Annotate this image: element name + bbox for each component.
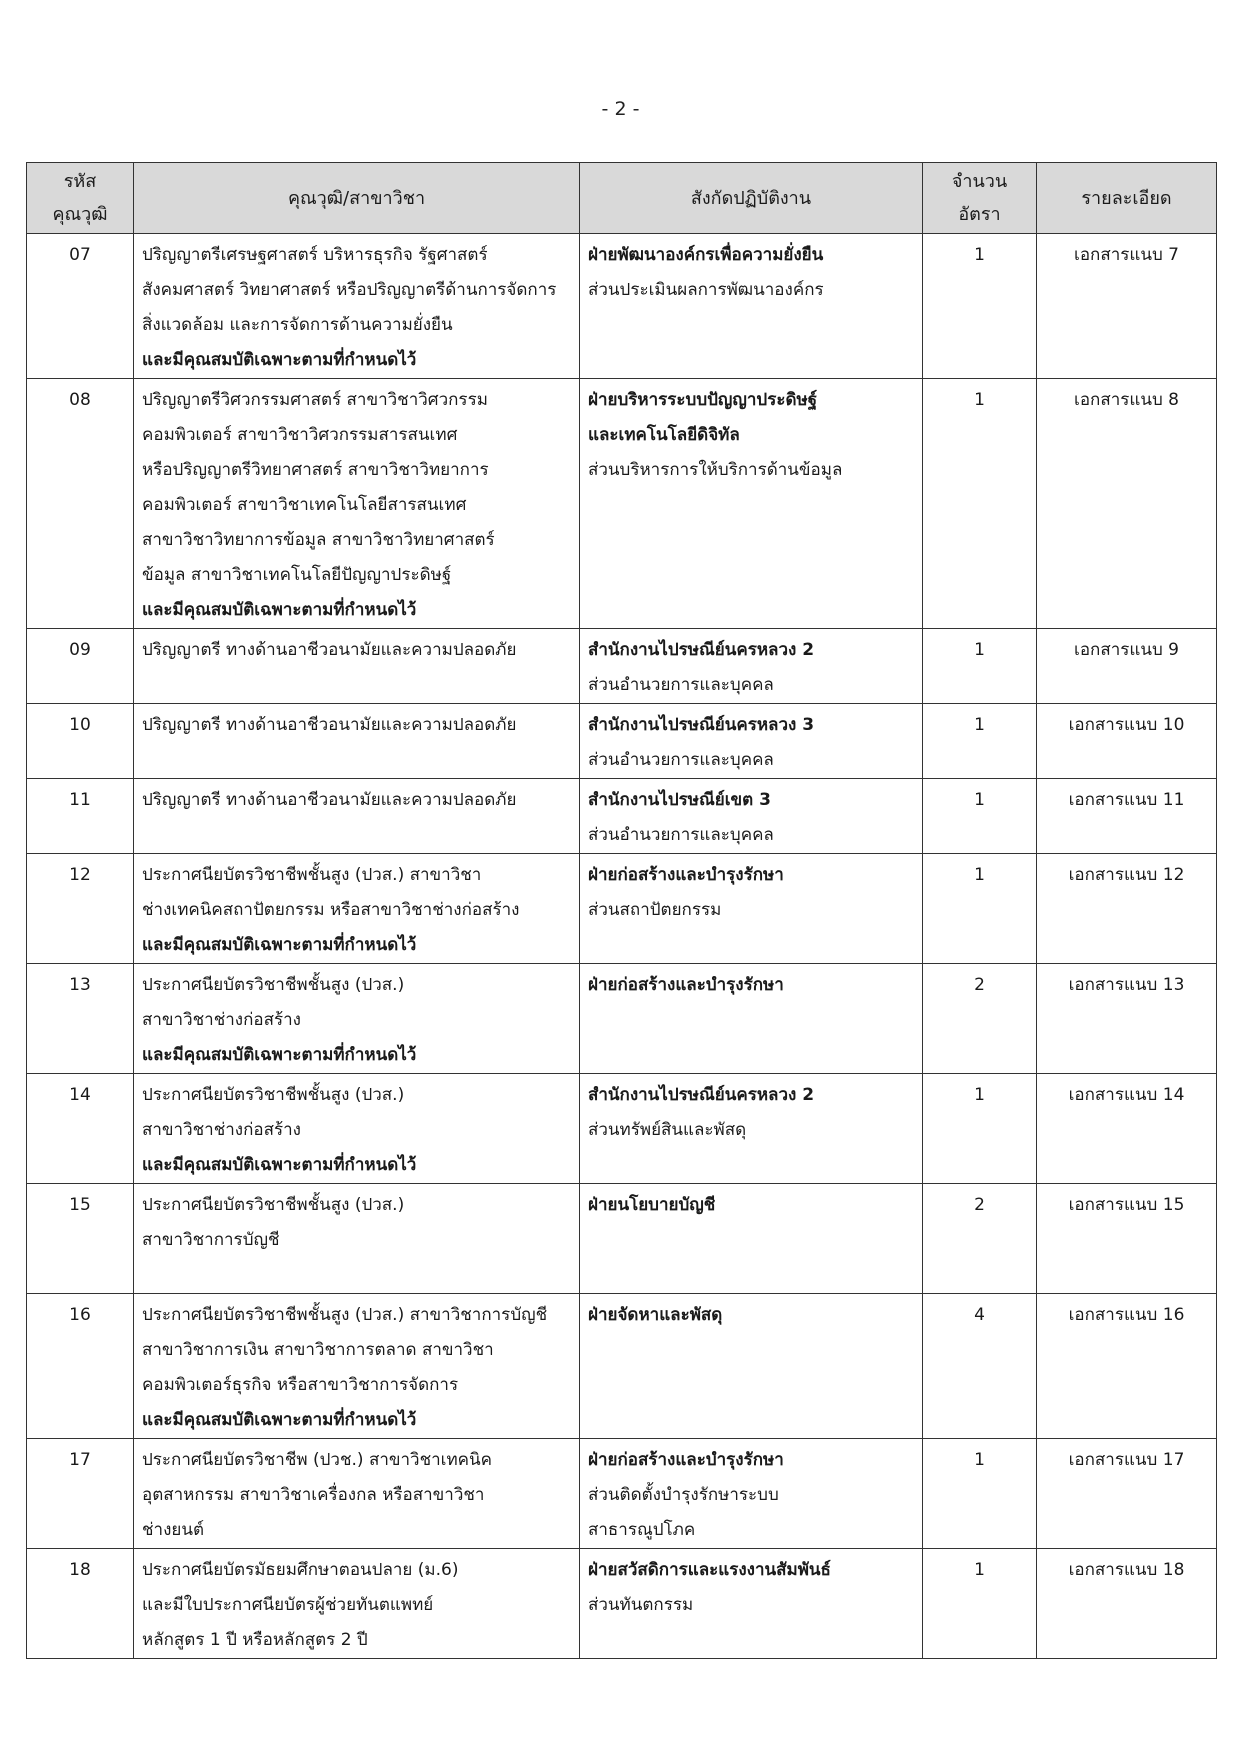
unit-section: ส่วนอำนวยการและบุคคล	[588, 825, 774, 845]
details-attachment: เอกสารแนบ 10	[1037, 704, 1217, 779]
qualification-line: ข้อมูล สาขาวิชาเทคโนโลยีปัญญาประดิษฐ์	[142, 565, 452, 585]
qualification-line: คอมพิวเตอร์ สาขาวิชาเทคโนโลยีสารสนเทศ	[142, 495, 467, 515]
details-attachment: เอกสารแนบ 17	[1037, 1439, 1217, 1549]
qualification-code: 14	[27, 1074, 134, 1184]
qualification-code: 16	[27, 1294, 134, 1439]
unit-cell	[580, 1294, 923, 1439]
qualification-code: 11	[27, 779, 134, 854]
qualification-code: 07	[27, 234, 134, 379]
qualification-cell	[134, 779, 580, 854]
table-row	[27, 964, 1217, 1074]
table-row	[27, 1439, 1217, 1549]
qualification-code: 13	[27, 964, 134, 1074]
unit-section: สาธารณูปโภค	[588, 1520, 696, 1540]
qualification-line: สาขาวิชาการเงิน สาขาวิชาการตลาด สาขาวิชา	[142, 1340, 494, 1360]
unit-cell	[580, 1074, 923, 1184]
position-count: 2	[923, 964, 1037, 1074]
qualification-code: 08	[27, 379, 134, 629]
qualification-line: อุตสาหกรรม สาขาวิชาเครื่องกล หรือสาขาวิชา	[142, 1485, 485, 1505]
details-attachment: เอกสารแนบ 8	[1037, 379, 1217, 629]
qualification-requirement-note: และมีคุณสมบัติเฉพาะตามที่กำหนดไว้	[142, 935, 417, 955]
qualification-line: ปริญญาตรีวิศวกรรมศาสตร์ สาขาวิชาวิศวกรรม	[142, 390, 488, 410]
qualification-cell	[134, 1074, 580, 1184]
unit-cell	[580, 1184, 923, 1294]
qualification-cell	[134, 379, 580, 629]
details-attachment: เอกสารแนบ 14	[1037, 1074, 1217, 1184]
qualification-cell	[134, 1184, 580, 1294]
details-attachment: เอกสารแนบ 7	[1037, 234, 1217, 379]
details-attachment: เอกสารแนบ 15	[1037, 1184, 1217, 1294]
position-count: 2	[923, 1184, 1037, 1294]
unit-department: สำนักงานไปรษณีย์เขต 3	[588, 790, 771, 810]
qualification-line: สาขาวิชาช่างก่อสร้าง	[142, 1120, 301, 1140]
qualification-cell	[134, 629, 580, 704]
unit-cell	[580, 629, 923, 704]
table-header-row	[27, 163, 1217, 234]
unit-section: ส่วนอำนวยการและบุคคล	[588, 675, 774, 695]
qualification-cell	[134, 854, 580, 964]
details-attachment: เอกสารแนบ 13	[1037, 964, 1217, 1074]
table-row	[27, 629, 1217, 704]
unit-department: ฝ่ายก่อสร้างและบำรุงรักษา	[588, 975, 784, 995]
details-attachment: เอกสารแนบ 18	[1037, 1549, 1217, 1659]
qualification-line: ประกาศนียบัตรวิชาชีพชั้นสูง (ปวส.) สาขาวิชา	[142, 865, 482, 885]
unit-department: ฝ่ายสวัสดิการและแรงงานสัมพันธ์	[588, 1560, 831, 1580]
qualification-line: สิ่งแวดล้อม และการจัดการด้านความยั่งยืน	[142, 315, 453, 335]
table-row	[27, 704, 1217, 779]
qualification-line: ประกาศนียบัตรวิชาชีพชั้นสูง (ปวส.) สาขาวิชาการบัญชี	[142, 1305, 548, 1325]
qualification-line: สาขาวิชาวิทยาการข้อมูล สาขาวิชาวิทยาศาสตร์	[142, 530, 495, 550]
position-count: 1	[923, 1074, 1037, 1184]
qualification-requirement-note: และมีคุณสมบัติเฉพาะตามที่กำหนดไว้	[142, 1410, 417, 1430]
qualification-cell	[134, 1439, 580, 1549]
qualification-line: ประกาศนียบัตรวิชาชีพชั้นสูง (ปวส.)	[142, 1195, 405, 1215]
qualification-code: 12	[27, 854, 134, 964]
page-number: - 2 -	[601, 98, 640, 120]
qualification-line: ช่างเทคนิคสถาปัตยกรรม หรือสาขาวิชาช่างก่อสร้าง	[142, 900, 520, 920]
qualification-line: ปริญญาตรี ทางด้านอาชีวอนามัยและความปลอดภัย	[142, 715, 517, 735]
position-count: 1	[923, 234, 1037, 379]
qualification-cell	[134, 1549, 580, 1659]
unit-cell	[580, 704, 923, 779]
qualification-line: หลักสูตร 1 ปี หรือหลักสูตร 2 ปี	[142, 1630, 368, 1650]
position-count: 1	[923, 629, 1037, 704]
qualification-requirement-note: และมีคุณสมบัติเฉพาะตามที่กำหนดไว้	[142, 1045, 417, 1065]
unit-department: ฝ่ายบริหารระบบปัญญาประดิษฐ์	[588, 390, 818, 410]
unit-cell	[580, 779, 923, 854]
qualification-line: ประกาศนียบัตรวิชาชีพชั้นสูง (ปวส.)	[142, 1085, 405, 1105]
details-attachment: เอกสารแนบ 12	[1037, 854, 1217, 964]
qualification-cell	[134, 1294, 580, 1439]
qualification-line: สังคมศาสตร์ วิทยาศาสตร์ หรือปริญญาตรีด้านการจัดการ	[142, 280, 557, 300]
unit-department: สำนักงานไปรษณีย์นครหลวง 2	[588, 640, 815, 660]
qualification-line: ประกาศนียบัตรวิชาชีพชั้นสูง (ปวส.)	[142, 975, 405, 995]
position-count: 1	[923, 704, 1037, 779]
position-count: 1	[923, 1439, 1037, 1549]
qualification-line: สาขาวิชาช่างก่อสร้าง	[142, 1010, 301, 1030]
qualification-line: ปริญญาตรี ทางด้านอาชีวอนามัยและความปลอดภัย	[142, 790, 517, 810]
position-count: 1	[923, 379, 1037, 629]
position-count: 1	[923, 1549, 1037, 1659]
unit-department: สำนักงานไปรษณีย์นครหลวง 3	[588, 715, 815, 735]
table-body	[27, 234, 1217, 1659]
qualification-requirement-note: และมีคุณสมบัติเฉพาะตามที่กำหนดไว้	[142, 1155, 417, 1175]
qualification-line: ประกาศนียบัตรวิชาชีพ (ปวช.) สาขาวิชาเทคนิค	[142, 1450, 493, 1470]
unit-cell	[580, 234, 923, 379]
unit-section: ส่วนสถาปัตยกรรม	[588, 900, 722, 920]
qualification-code: 15	[27, 1184, 134, 1294]
qualification-code: 17	[27, 1439, 134, 1549]
qualification-code: 09	[27, 629, 134, 704]
unit-cell	[580, 854, 923, 964]
details-attachment: เอกสารแนบ 9	[1037, 629, 1217, 704]
table-row	[27, 234, 1217, 379]
unit-section: ส่วนบริหารการให้บริการด้านข้อมูล	[588, 460, 843, 480]
details-attachment: เอกสารแนบ 16	[1037, 1294, 1217, 1439]
qualification-line: ช่างยนต์	[142, 1520, 205, 1540]
unit-section: ส่วนทันตกรรม	[588, 1595, 694, 1615]
qualification-line: และมีใบประกาศนียบัตรผู้ช่วยทันตแพทย์	[142, 1595, 434, 1615]
unit-department: ฝ่ายนโยบายบัญชี	[588, 1195, 716, 1215]
position-count: 4	[923, 1294, 1037, 1439]
qualification-line: คอมพิวเตอร์ สาขาวิชาวิศวกรรมสารสนเทศ	[142, 425, 458, 445]
table-row	[27, 854, 1217, 964]
unit-section: ส่วนอำนวยการและบุคคล	[588, 750, 774, 770]
unit-department: ฝ่ายจัดหาและพัสดุ	[588, 1305, 723, 1325]
qualification-line: ประกาศนียบัตรมัธยมศึกษาตอนปลาย (ม.6)	[142, 1560, 459, 1580]
header-code: รหัส คุณวุฒิ	[27, 163, 134, 234]
table-row	[27, 379, 1217, 629]
unit-cell	[580, 1549, 923, 1659]
qualification-line	[142, 1258, 571, 1293]
unit-department: ฝ่ายก่อสร้างและบำรุงรักษา	[588, 1450, 784, 1470]
header-details: รายละเอียด	[1037, 163, 1217, 234]
qualification-requirement-note: และมีคุณสมบัติเฉพาะตามที่กำหนดไว้	[142, 600, 417, 620]
table-row	[27, 1549, 1217, 1659]
table-row	[27, 779, 1217, 854]
qualification-line: ปริญญาตรี ทางด้านอาชีวอนามัยและความปลอดภัย	[142, 640, 517, 660]
table-row	[27, 1184, 1217, 1294]
unit-department: สำนักงานไปรษณีย์นครหลวง 2	[588, 1085, 815, 1105]
unit-cell	[580, 964, 923, 1074]
qualification-line: ปริญญาตรีเศรษฐศาสตร์ บริหารธุรกิจ รัฐศาสตร์	[142, 245, 488, 265]
unit-section: ส่วนทรัพย์สินและพัสดุ	[588, 1120, 747, 1140]
position-count: 1	[923, 779, 1037, 854]
unit-department: และเทคโนโลยีดิจิทัล	[588, 425, 740, 445]
qualification-line: สาขาวิชาการบัญชี	[142, 1230, 280, 1250]
qualification-requirement-note: และมีคุณสมบัติเฉพาะตามที่กำหนดไว้	[142, 350, 417, 370]
position-count: 1	[923, 854, 1037, 964]
header-qualification: คุณวุฒิ/สาขาวิชา	[134, 163, 580, 234]
header-unit: สังกัดปฏิบัติงาน	[580, 163, 923, 234]
qualification-code: 18	[27, 1549, 134, 1659]
qualification-cell	[134, 234, 580, 379]
qualification-code: 10	[27, 704, 134, 779]
details-attachment: เอกสารแนบ 11	[1037, 779, 1217, 854]
table-row	[27, 1294, 1217, 1439]
unit-section: ส่วนติดตั้งบำรุงรักษาระบบ	[588, 1485, 779, 1505]
table-row	[27, 1074, 1217, 1184]
unit-cell	[580, 379, 923, 629]
header-count: จำนวน อัตรา	[923, 163, 1037, 234]
unit-department: ฝ่ายก่อสร้างและบำรุงรักษา	[588, 865, 784, 885]
unit-cell	[580, 1439, 923, 1549]
unit-section: ส่วนประเมินผลการพัฒนาองค์กร	[588, 280, 824, 300]
qualification-cell	[134, 704, 580, 779]
qualification-line: หรือปริญญาตรีวิทยาศาสตร์ สาขาวิชาวิทยาการ	[142, 460, 489, 480]
unit-department: ฝ่ายพัฒนาองค์กรเพื่อความยั่งยืน	[588, 245, 824, 265]
positions-table	[26, 162, 1217, 1659]
qualification-line: คอมพิวเตอร์ธุรกิจ หรือสาขาวิชาการจัดการ	[142, 1375, 459, 1395]
qualification-cell	[134, 964, 580, 1074]
